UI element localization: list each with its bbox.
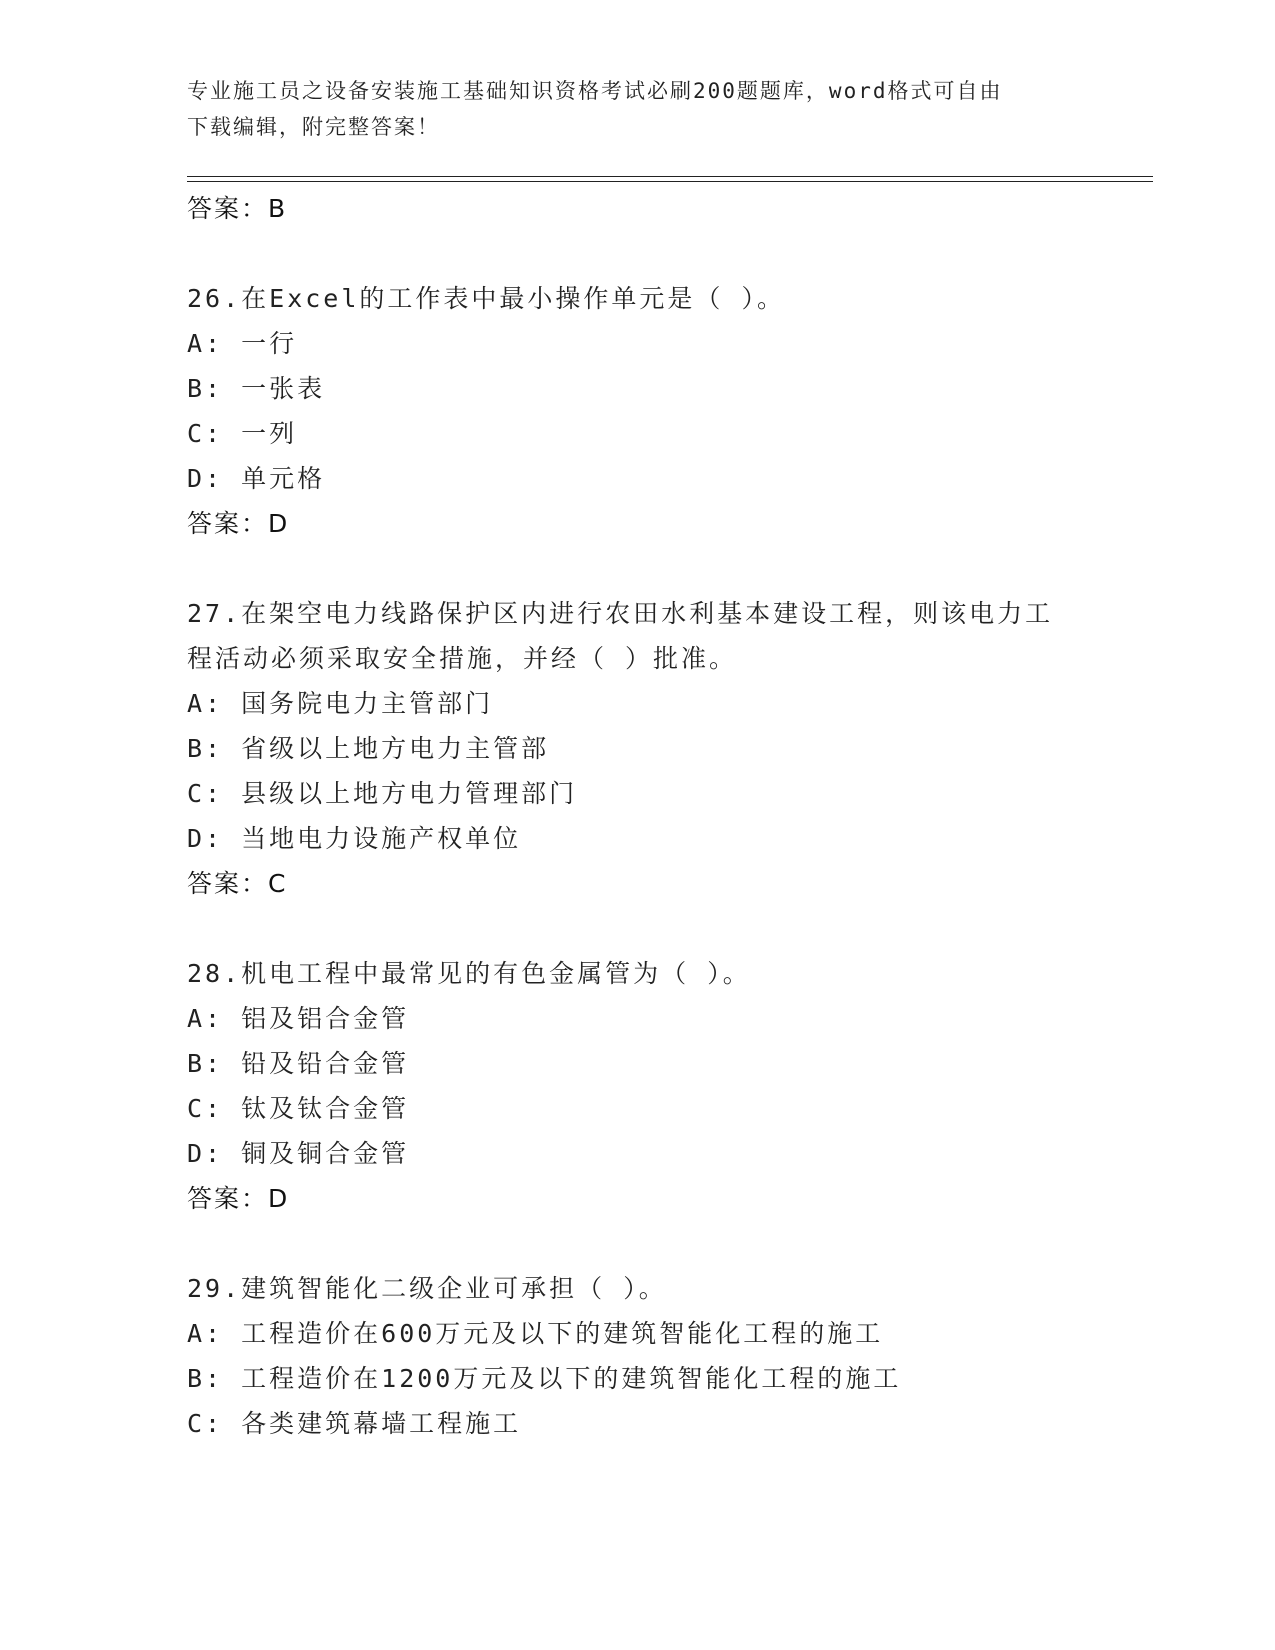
option-d: D: 单元格 (187, 464, 326, 493)
spacer (187, 1221, 1087, 1266)
header-line-2: 下载编辑，附完整答案！ (187, 115, 440, 139)
question-27 (187, 591, 1087, 906)
previous-answer: 答案：B (187, 194, 288, 223)
spacer (187, 546, 1087, 591)
question-stem-line-1: 27.在架空电力线路保护区内进行农田水利基本建设工程，则该电力工 (187, 599, 1054, 628)
answer: 答案：D (187, 509, 290, 538)
question-list (187, 186, 1087, 1446)
answer: 答案：C (187, 869, 288, 898)
option-d: D: 铜及铜合金管 (187, 1139, 410, 1168)
question-28 (187, 951, 1087, 1221)
header-line-1: 专业施工员之设备安装施工基础知识资格考试必刷200题题库，word格式可自由 (187, 79, 1003, 103)
question-stem: 26.在Excel的工作表中最小操作单元是（ ）。 (187, 284, 785, 313)
option-c: C: 县级以上地方电力管理部门 (187, 779, 578, 808)
option-c: C: 各类建筑幕墙工程施工 (187, 1409, 522, 1438)
question-stem: 28.机电工程中最常见的有色金属管为（ ）。 (187, 959, 751, 988)
header-rule-bottom (187, 181, 1153, 182)
option-a: A: 工程造价在600万元及以下的建筑智能化工程的施工 (187, 1319, 884, 1348)
option-c: C: 一列 (187, 419, 298, 448)
question-stem: 29.建筑智能化二级企业可承担（ ）。 (187, 1274, 667, 1303)
option-a: A: 一行 (187, 329, 298, 358)
spacer (187, 231, 1087, 276)
question-26 (187, 276, 1087, 546)
spacer (187, 906, 1087, 951)
option-c: C: 钛及钛合金管 (187, 1094, 410, 1123)
question-29 (187, 1266, 1087, 1446)
option-a: A: 国务院电力主管部门 (187, 689, 494, 718)
option-b: B: 铅及铅合金管 (187, 1049, 410, 1078)
document-header (187, 73, 1087, 145)
option-b: B: 省级以上地方电力主管部 (187, 734, 550, 763)
question-stem-line-2: 程活动必须采取安全措施，并经（ ）批准。 (187, 644, 738, 673)
option-b: B: 工程造价在1200万元及以下的建筑智能化工程的施工 (187, 1364, 902, 1393)
answer: 答案：D (187, 1184, 290, 1213)
option-b: B: 一张表 (187, 374, 326, 403)
header-rule-top (187, 176, 1153, 177)
option-a: A: 铝及铝合金管 (187, 1004, 410, 1033)
option-d: D: 当地电力设施产权单位 (187, 824, 522, 853)
